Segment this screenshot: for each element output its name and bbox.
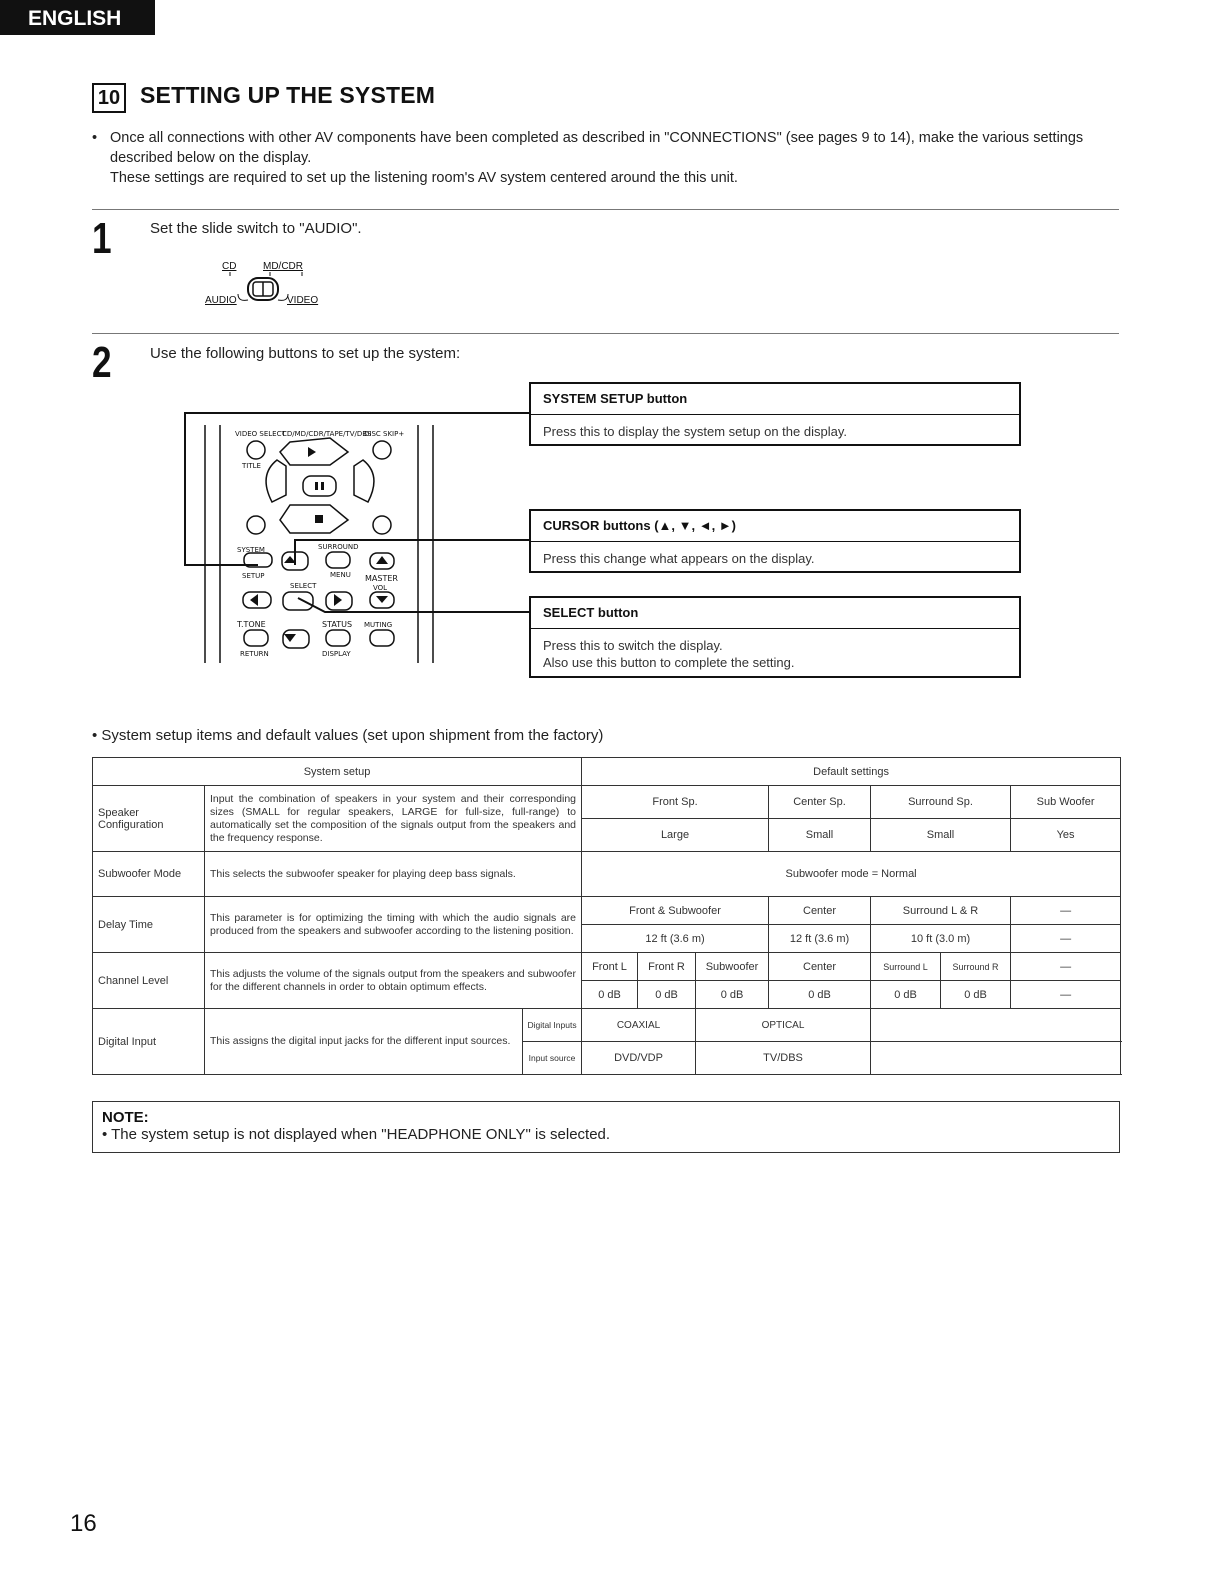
row-desc-subwoofer: This selects the subwoofer speaker for playing deep bass signals. [205,852,582,897]
remote-label-menu: MENU [330,571,351,579]
cell-label: Surround R [941,953,1011,981]
section-number: 10 [92,83,126,113]
cell-label: Sub Woofer [1011,786,1121,819]
switch-label-video: VIDEO [287,295,319,306]
cell-label: Surround Sp. [871,786,1011,819]
step-1-text: Set the slide switch to "AUDIO". [150,220,362,237]
remote-label-vol: VOL [373,584,388,592]
row-name-digital: Digital Input [93,1009,205,1075]
cell-label: Front L [582,953,638,981]
remote-label-surround: SURROUND [318,543,359,551]
row-desc-delay: This parameter is for optimizing the timing with which the audio signals are produced from the speakers and subwoofer according to the listening position. [205,897,582,953]
cell-value: 0 dB [871,981,941,1009]
step-2-text: Use the following buttons to set up the system: [150,345,461,362]
callout-title: CURSOR buttons (▲, ▼, ◄, ►) [531,511,1019,542]
cell-label: Front R [638,953,696,981]
switch-label-audio: AUDIO [205,295,237,306]
row-name-delay: Delay Time [93,897,205,953]
cell-value: 10 ft (3.0 m) [871,925,1011,953]
cell-value: — [1011,925,1121,953]
callout-body [531,629,1019,679]
page-number: 16 [70,1510,97,1537]
cell-label: Center [769,897,871,925]
remote-label-title: TITLE [242,462,261,470]
cell-value: 0 dB [941,981,1011,1009]
row-name-speaker: Speaker Configuration [93,786,205,852]
cell-value: COAXIAL [582,1009,696,1042]
cell-value: 12 ft (3.6 m) [582,925,769,953]
cell-label: Input source [523,1042,582,1075]
remote-label-master: MASTER [365,574,398,583]
remote-label-ttone: T.TONE [237,620,266,629]
cell-value: DVD/VDP [582,1042,696,1075]
remote-label-system: SYSTEM [237,546,265,554]
cell-value: 0 dB [696,981,769,1009]
language-tab: ENGLISH [0,0,155,35]
cell-value: Small [871,819,1011,852]
cell-value: Subwoofer mode = Normal [582,852,1121,897]
cell-label: Surround L & R [871,897,1011,925]
empty-cell [871,1009,1121,1042]
table-intro: • System setup items and default values (set upon shipment from the factory) [92,727,604,744]
note-text: • The system setup is not displayed when "HEADPHONE ONLY" is selected. [102,1126,611,1143]
intro-line-1: Once all connections with other AV components have been completed as described in "CONNECTIONS" (see pages 9 to 14), make the various settings described below on the display. [110,130,1084,166]
cell-value: 12 ft (3.6 m) [769,925,871,953]
callout-system-setup [529,382,1021,446]
callout-body-line: Also use this button to complete the setting. [543,655,795,670]
cell-value: Yes [1011,819,1121,852]
section-title: SETTING UP THE SYSTEM [140,82,436,108]
remote-label-status: STATUS [322,620,353,629]
remote-label-setup: SETUP [242,572,265,580]
callout-select-button [529,596,1021,678]
remote-control-illustration [180,380,540,670]
step-1-number: 1 [92,214,112,263]
cell-label: Front Sp. [582,786,769,819]
cell-label: Center Sp. [769,786,871,819]
row-name-channel: Channel Level [93,953,205,1009]
row-desc-channel: This adjusts the volume of the signals output from the speakers and subwoofer for the different channels in order to obtain optimum effects. [205,953,582,1009]
callout-title: SELECT button [531,598,1019,629]
remote-label-select: SELECT [290,582,317,590]
switch-label-mdcdr: MD/CDR [263,261,303,272]
remote-label-display: DISPLAY [322,650,351,658]
cell-label: Subwoofer [696,953,769,981]
slide-switch-icon [220,270,310,306]
callout-cursor-buttons [529,509,1021,573]
cell-value: Small [769,819,871,852]
remote-label-muting: MUTING [364,621,393,629]
cell-value: 0 dB [638,981,696,1009]
callout-body: Press this change what appears on the display. [543,551,815,566]
row-desc-digital: This assigns the digital input jacks for the different input sources. [205,1009,523,1075]
callout-body-line: Press this to switch the display. [543,638,723,653]
divider [92,333,1119,334]
header-system-setup: System setup [93,758,582,786]
cell-label: Digital Inputs [523,1009,582,1042]
cell-value: TV/DBS [696,1042,871,1075]
note-box [92,1101,1120,1153]
cell-value: OPTICAL [696,1009,871,1042]
step-2-number: 2 [92,338,112,387]
cell-label: Front & Subwoofer [582,897,769,925]
callout-title: SYSTEM SETUP button [531,384,1019,415]
row-desc-speaker: Input the combination of speakers in your system and their corresponding sizes (SMALL for regular speakers, LARGE for full-size, full-range) to automatically set the composition of the signals output from the speakers and the frequency response. [205,786,582,852]
cell-label: — [1011,897,1121,925]
note-heading: NOTE: [102,1109,149,1126]
callout-body: Press this to display the system setup on the display. [543,424,847,439]
remote-label-return: RETURN [240,650,269,658]
table-intro-text: System setup items and default values (set upon shipment from the factory) [101,727,604,744]
intro-bullet: • [92,130,98,146]
remote-label-disc-skip: DISC SKIP+ [364,430,405,438]
cell-label: — [1011,953,1121,981]
intro-paragraph [92,128,1122,188]
divider [92,209,1119,210]
cell-label: Surround L [871,953,941,981]
system-setup-table [92,757,1121,1075]
switch-label-cd: CD [222,261,237,272]
cell-value: — [1011,981,1121,1009]
header-default-settings: Default settings [582,758,1121,786]
cell-value: 0 dB [769,981,871,1009]
intro-line-2: These settings are required to set up the listening room's AV system centered around the this unit. [110,170,738,186]
cell-value: Large [582,819,769,852]
cell-value: 0 dB [582,981,638,1009]
remote-label-sources: CD/MD/CDR/TAPE/TV/DBS [282,430,372,438]
cell-label: Center [769,953,871,981]
row-name-subwoofer: Subwoofer Mode [93,852,205,897]
empty-cell [871,1042,1121,1075]
remote-label-video-select: VIDEO SELECT [235,430,286,438]
